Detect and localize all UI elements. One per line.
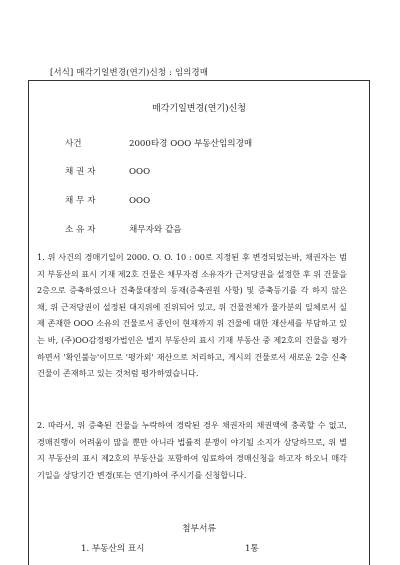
creditor-label: 채 권 자 (65, 167, 96, 177)
owner-row (65, 223, 182, 235)
attachment-item-qty: 1통 (245, 544, 259, 554)
document-frame (28, 80, 370, 565)
debtor-value: OOO (129, 196, 151, 206)
attachment-item (81, 542, 321, 554)
case-value: 2000타경 OOO 부동산임의경매 (129, 139, 253, 149)
creditor-row (65, 165, 150, 177)
debtor-label: 채 무 자 (65, 196, 96, 206)
case-row (65, 137, 252, 149)
attachments-title: 첨부서류 (182, 524, 216, 534)
owner-value: 채무자와 같음 (129, 225, 182, 235)
debtor-row (65, 194, 150, 206)
creditor-value: OOO (129, 167, 151, 177)
attachment-item-label: 1. 부동산의 표시 (81, 544, 145, 554)
paragraph-2: 2. 따라서, 위 증축된 건물을 누락하여 경락된 경우 채권자의 채권액에 충족할 수 없고, 경매진행이 어려움이 많을 뿐만 아니라 법률적 분쟁이 야기될 소지가 상당하므로, 위 별지 부동산의 표시 제2호의 부동산을 포함하여 임료하여 경매신청을 하고자 하오니 매각기일을 상당기간 변경(또는 연기)하여 주시기를 신청합니다. (37, 420, 347, 480)
owner-label: 소 유 자 (65, 225, 96, 235)
paragraph-1: 1. 위 사건의 경매기일이 2000. O. O. 10 : 00로 지정된 후 변경되었는바, 채권자는 범지 부동산의 표시 기재 제2호 건물은 채무자겸 소유자가 근저당권을 설정한 후 위 건물을 2층으로 증축하였으나 건축물대장의 등재(증축권원 사항) 및 증축등기를 각 하지 않은 채, 위 근저당권이 설정된 대지위에 진위되어 있고, 위 건물전체가 물가분의 일체로서 실제 존재한 OOO 소유의 건물로서 종인이 현재까지 위 건물에 대한 재산세를 부담하고 있는 바, (주)OO감정평가법인은 별지 부동산의 표시 기재 부동산 중 제2호의 건물을 평가하면서 '확인불능'이므로 '평가외' 재산으로 처리하고, 게시의 건물로서 새로운 2층 신축건물이 존재하고 있는 것처럼 평가하였습니다. (37, 252, 347, 379)
case-label: 사건 (65, 139, 82, 149)
form-header-line: [서식] 매각기일변경(연기)신청 : 임의경매 (50, 67, 209, 77)
document-title: 매각기일변경(연기)신청 (152, 104, 246, 114)
